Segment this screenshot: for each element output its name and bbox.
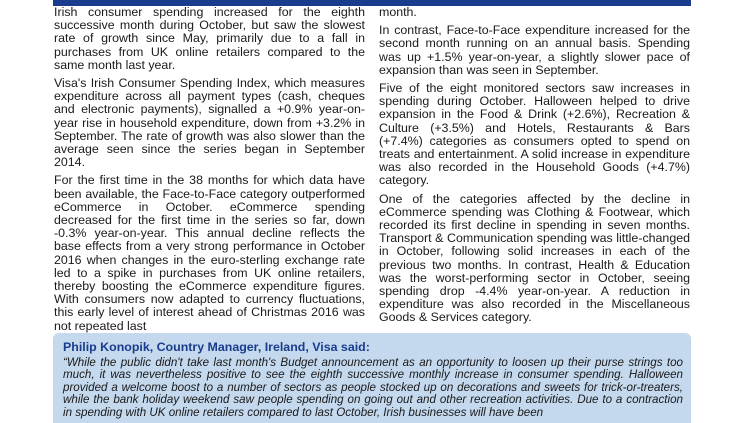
paragraph: Five of the eight monitored sectors saw increases in spending during October. Halloween helped to drive expansion in the Food & Drink (+2.6%), Recreation & Culture (+3.5%) and Hotels, Restaurants & Bars (+7.4%) categories as consumers opted to spend on treats and entertainment. A solid increase in expenditure was also recorded in the Household Goods (+4.7%) category.	[379, 81, 690, 188]
left-text-column	[54, 6, 365, 338]
paragraph: month.	[379, 5, 417, 19]
paragraph: In contrast, Face-to-Face expenditure increased for the second month running on an annual basis. Spending was up +1.5% year-on-year, a slightly slower pace of expansion than was seen in September.	[379, 23, 690, 77]
quote-text: “While the public didn't take last month's Budget announcement as an opportunity to loosen up their purse strings too much, it was nevertheless positive to see the eighth successive monthly increase in consumer spending. Halloween provided a welcome boost to a number of sectors as people stocked up on decorations and sweets for trick-or-treaters, while the bank holiday weekend saw people spending on going out and other recreation activities. Due to a contraction in spending with UK online retailers compared to last October, Irish businesses will have been	[63, 356, 683, 419]
paragraph: Visa's Irish Consumer Spending Index, which measures expenditure across all payment types (cash, cheques and electronic payments), signalled a +0.9% year-on-year rise in household expenditure, down from +3.2% in September. The rate of growth was also slower than the average seen since the series began in September 2014.	[54, 76, 365, 170]
paragraph: For the first time in the 38 months for which data have been available, the Face-to-Face category outperformed eCommerce in October. eCommerce spending decreased for the first time in the series so far, down -0.3% year-on-year. This annual decline reflects the base effects from a very strong performance in October 2016 when changes in the euro-sterling exchange rate led to a spike in purchases from UK online retailers, thereby boosting the eCommerce expenditure figures. With consumers now adapted to currency fluctuations, this early level of interest ahead of Christmas 2016 was not repeated last	[54, 173, 365, 333]
paragraph: One of the categories affected by the decline in eCommerce spending was Clothing & Footwear, which recorded its first decline in spending in seven months. Transport & Communication spending was little-changed in October, following solid increases in each of the previous two months. In contrast, Health & Education was the worst-performing sector in October, seeing spending drop -4.4% year-on-year. A reduction in expenditure was also recorded in the Miscellaneous Goods & Services category.	[379, 191, 690, 325]
quote-title: Philip Konopik, Country Manager, Ireland, Visa said:	[63, 340, 370, 354]
quote-box	[53, 333, 691, 423]
right-text-column	[379, 6, 690, 330]
paragraph: Irish consumer spending increased for the eighth successive month during October, but saw the slowest rate of growth since May, primarily due to a fall in purchases from UK online retailers compared to the same month last year.	[54, 5, 365, 72]
